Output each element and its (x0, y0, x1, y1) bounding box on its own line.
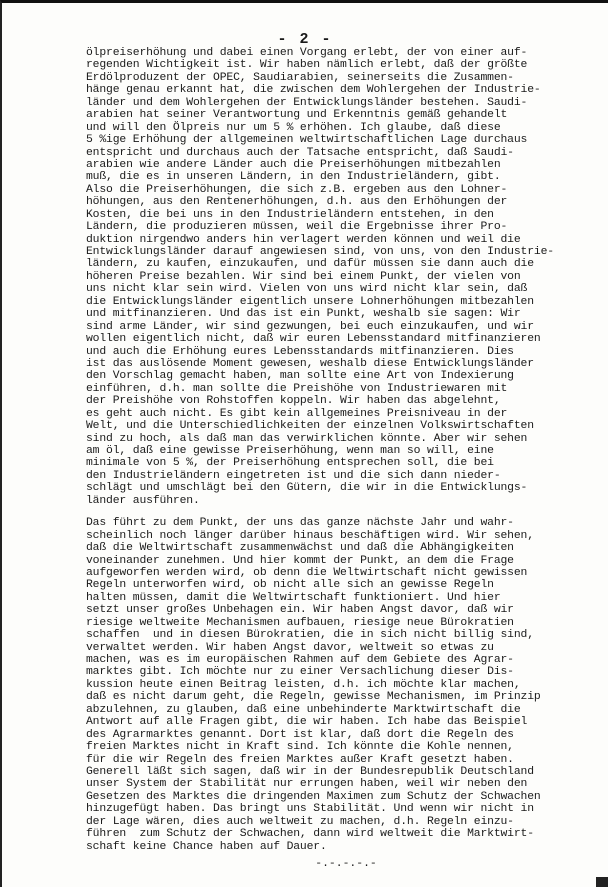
text-line: ölpreiserhöhung und dabei einen Vorgang erlebt, der von einer auf- (86, 47, 528, 59)
text-line: Regeln unterworfen wird, ob nicht alle sich an gewisse Regeln (86, 579, 494, 592)
text-line: unser System der Stabilität nur errungen haben, weil wir neben den (86, 778, 528, 791)
text-line: schlägt und umschlägt bei den Gütern, die wir in die Entwicklungs- (86, 482, 528, 495)
text-line: der Lage wären, dies auch weltweit zu machen, d.h. Regeln einzu- (86, 815, 514, 828)
text-line: schaft keine Chance haben auf Dauer. (86, 840, 327, 853)
text-line: machen, was es im europäischen Rahmen auf dem Gebiete des Agrar- (86, 654, 514, 666)
body-text (86, 47, 586, 871)
text-line: setzt unser großes Unbehagen ein. Wir haben Angst davor, daß wir (86, 604, 514, 617)
text-line: Entwicklungsländer darauf angewiesen sind, von uns, von den Industrie- (86, 246, 554, 258)
text-line: marktes gibt. Ich möchte nur zu einer Versachlichung dieser Dis- (86, 666, 514, 679)
text-line: Erdölproduzent der OPEC, Saudiarabien, seinerseits die Zusammen- (86, 71, 514, 84)
text-line: ist das auslösende Moment gewesen, weshalb diese Entwicklungsländer (86, 357, 534, 370)
text-line: Welt, und die Unterschiedlichkeiten der einzelnen Volkswirtschaften (86, 420, 534, 433)
text-line: ländern, zu kaufen, einzukaufen, und dafür müssen sie dann auch die (86, 258, 534, 271)
text-line: und auch die Erhöhung eures Lebensstandards mitfinanzieren. Dies (86, 345, 514, 358)
text-line: arabien wie andere Länder auch die Preiserhöhungen mitbezahlen (86, 158, 501, 171)
text-line: des Agrarmarktes genannt. Dort ist klar, daß dort die Regeln des (86, 728, 514, 741)
text-line: riesige weltweite Mechanismen aufbauen, riesige neue Bürokratien (86, 616, 514, 629)
text-line: hänge genau erkannt hat, die zwischen dem Wohlergehen der Industrie- (86, 84, 541, 97)
text-line: voneinander zunehmen. Und hier kommt der Punkt, an dem die Frage (86, 554, 514, 567)
text-line: hinzugefügt haben. Das bringt uns Stabilität. Und wenn wir nicht in (86, 803, 534, 816)
page-number: - 2 - (277, 31, 333, 48)
text-line: länder ausführen. (86, 494, 200, 507)
text-line: regenden Wichtigkeit ist. Wir haben nämlich erlebt, daß der größte (86, 59, 528, 72)
end-mark: -.-.-.-.- (315, 858, 377, 870)
text-line: daß es nicht darum geht, die Regeln, gewisse Mechanismen, im Prinzip (86, 691, 541, 704)
text-line: Generell läßt sich sagen, daß wir in der Bundesrepublik Deutschland (86, 765, 534, 778)
text-line: für die wir Regeln des freien Marktes außer Kraft gesetzt haben. (86, 753, 514, 766)
text-line: und mitfinanzieren. Und das ist ein Punkt, weshalb sie sagen: Wir (86, 308, 521, 321)
text-line: Kosten, die bei uns in den Industrieländern entstehen, in den (86, 208, 494, 221)
text-line: Also die Preiserhöhungen, die sich z.B. ergeben aus den Lohner- (86, 183, 508, 196)
text-line: Gesetzen des Marktes die dringenden Maximen zum Schutz der Schwachen (86, 790, 541, 803)
text-line: Ländern, die produzieren müssen, weil die Ergebnisse ihrer Pro- (86, 221, 508, 234)
text-line: uns nicht klar sein wird. Vielen von uns wird nicht klar sein, daß (86, 283, 528, 296)
text-line: Antwort auf alle Fragen gibt, die wir haben. Ich habe das Beispiel (86, 716, 528, 729)
text-line: es geht auch nicht. Es gibt kein allgemeines Preisniveau in der (86, 407, 508, 420)
text-line: wollen eigentlich nicht, daß wir euren Lebensstandard mitfinanzieren (86, 333, 541, 346)
paragraph (86, 47, 586, 507)
text-line: duktion nirgendwo anders hin verlagert werden können und weil die (86, 233, 521, 246)
text-line: und will den Ölpreis nur um 5 % erhöhen. Ich glaube, daß diese (86, 121, 501, 134)
text-line: aufgeworfen werden wird, ob denn die Weltwirtschaft nicht gewissen (86, 566, 528, 579)
text-line: der Preishöhe von Rohstoffen koppeln. Wir haben das abgelehnt, (86, 395, 501, 408)
text-line: länder und dem Wohlergehen der Entwicklungsländer bestehen. Saudi- (86, 96, 528, 109)
text-line: führen zum Schutz der Schwachen, dann wird weltweit die Marktwirt- (86, 828, 534, 841)
text-line: einführen, d.h. man sollte die Preishöhe von Industriewaren mit (86, 382, 508, 395)
text-line: die Entwicklungsländer eigentlich unsere Lohnerhöhungen mitbezahlen (86, 295, 534, 308)
text-line: freien Marktes nicht in Kraft sind. Ich könnte die Kohle nennen, (86, 741, 514, 754)
text-line: am öl, daß eine gewisse Preiserhöhung, wenn man so will, eine (86, 445, 494, 457)
text-line: höheren Preise bezahlen. Wir sind bei einem Punkt, der vielen von (86, 270, 521, 283)
text-line: 5 %ige Erhöhung der allgemeinen weltwirtschaftlichen Lage durchaus (86, 134, 528, 147)
text-line: scheinlich noch länger darüber hinaus beschäftigen wird. Wir sehen, (86, 529, 534, 542)
text-line: schaffen und in diesen Bürokratien, die in sich nicht billig sind, (86, 629, 534, 642)
text-line: den Industrieländern eingetreten ist und die sich dann nieder- (86, 469, 501, 482)
text-line: muß, die es in unseren Ländern, in den Industrieländern, gibt. (86, 171, 501, 184)
scan-edge-mark (596, 877, 608, 887)
paragraph (86, 517, 586, 853)
text-line: Das führt zu dem Punkt, der uns das ganze nächste Jahr und wahr- (86, 517, 514, 530)
text-line: höhungen, aus den Rentenerhöhungen, d.h. aus den Erhöhungen der (86, 196, 508, 209)
text-line: sind zu hoch, als daß man das verwirklichen könnte. Aber wir sehen (86, 432, 528, 445)
text-line: den Vorschlag gemacht haben, man sollte eine Art von Indexierung (86, 370, 514, 383)
text-line: verwaltet werden. Wir haben Angst davor, weltweit so etwas zu (86, 641, 494, 654)
text-line: minimale von 5 %, der Preiserhöhung entsprechen soll, die bei (86, 457, 494, 470)
text-line: sind arme Länder, wir sind gezwungen, bei euch einzukaufen, und wir (86, 320, 534, 333)
text-line: daß die Weltwirtschaft zusammenwächst und daß die Abhängigkeiten (86, 542, 514, 555)
text-line: arabien hat seiner Verantwortung und Erkenntnis gemäß gehandelt (86, 109, 508, 122)
text-line: entspricht und durchaus auch der Tatsache entspricht, daß Saudi- (86, 146, 514, 159)
text-line: halten müssen, damit die Weltwirtschaft funktioniert. Und hier (86, 591, 501, 604)
text-line: kussion heute einen Beitrag leisten, d.h. ich möchte klar machen, (86, 678, 521, 691)
text-line: abzulehnen, zu glauben, daß eine unbehinderte Marktwirtschaft die (86, 703, 521, 716)
